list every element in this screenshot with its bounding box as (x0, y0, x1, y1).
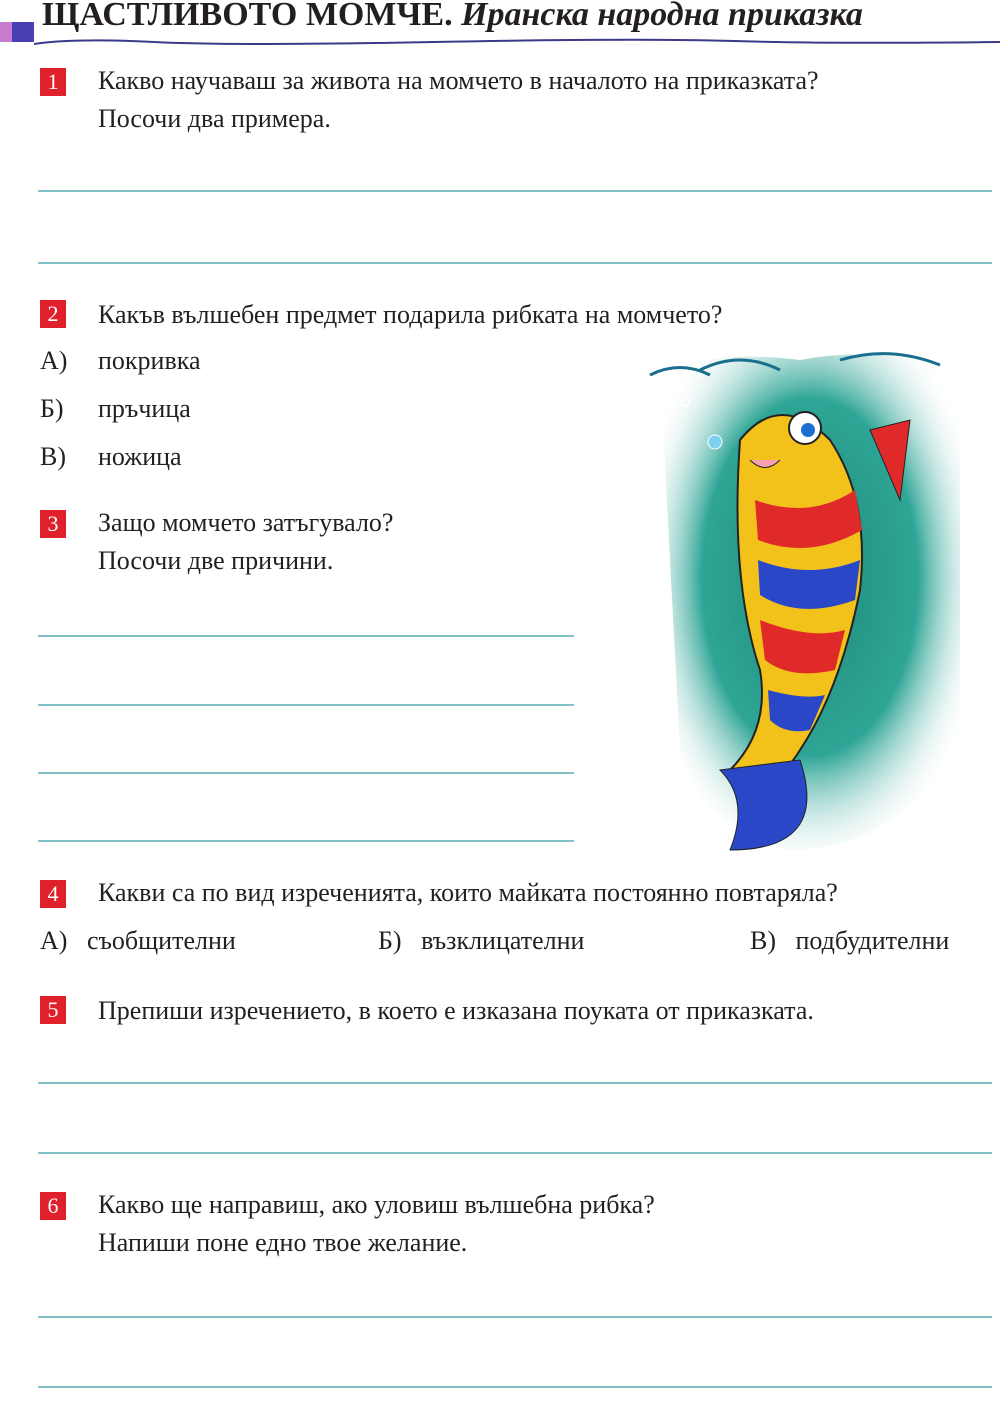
answer-line-q5-2[interactable] (38, 1126, 992, 1154)
question-number: 4 (40, 880, 66, 908)
question-number: 6 (40, 1192, 66, 1220)
fish-illustration (640, 330, 970, 870)
answer-line-q5-1[interactable] (38, 1056, 992, 1084)
answer-line-q6-1[interactable] (38, 1290, 992, 1318)
question-1-text: Какво научаваш за живота на момчето в началото на приказката? Посочи два примера. (98, 66, 819, 133)
answer-line-q3-3[interactable] (38, 746, 574, 774)
question-5-text: Препиши изречението, в което е изказана поуката от приказката. (98, 996, 814, 1025)
option-c[interactable]: В) ножица (40, 442, 182, 471)
answer-line-q6-2[interactable] (38, 1360, 992, 1388)
question-6-text: Какво ще направиш, ако уловиш вълшебна рибка? Напиши поне едно твое желание. (98, 1190, 655, 1257)
question-number: 3 (40, 510, 66, 538)
option-b[interactable]: Б) възклицателни (378, 926, 585, 955)
question-4-text: Какви са по вид изреченията, които майката постоянно повтаряла? (98, 878, 838, 907)
corner-decoration (0, 22, 12, 42)
option-a[interactable]: А) покривка (40, 346, 201, 375)
question-3-text: Защо момчето затъгувало? Посочи две причини. (98, 508, 394, 575)
question-number: 5 (40, 996, 66, 1024)
option-a[interactable]: А) съобщителни (40, 926, 236, 955)
page-title: ЩАСТЛИВОТО МОМЧЕ. Иранска народна приказка (42, 0, 863, 33)
answer-line-q1-2[interactable] (38, 236, 992, 264)
answer-line-q3-1[interactable] (38, 609, 574, 637)
answer-line-q1-1[interactable] (38, 164, 992, 192)
answer-line-q3-4[interactable] (38, 814, 574, 842)
option-c[interactable]: В) подбудителни (750, 926, 950, 955)
title-underline (34, 36, 1000, 48)
option-b[interactable]: Б) пръчица (40, 394, 191, 423)
question-number: 2 (40, 300, 66, 328)
answer-line-q3-2[interactable] (38, 678, 574, 706)
corner-decoration-blue (12, 22, 34, 42)
question-2-text: Какъв вълшебен предмет подарила рибката на момчето? (98, 300, 723, 329)
question-number: 1 (40, 68, 66, 96)
